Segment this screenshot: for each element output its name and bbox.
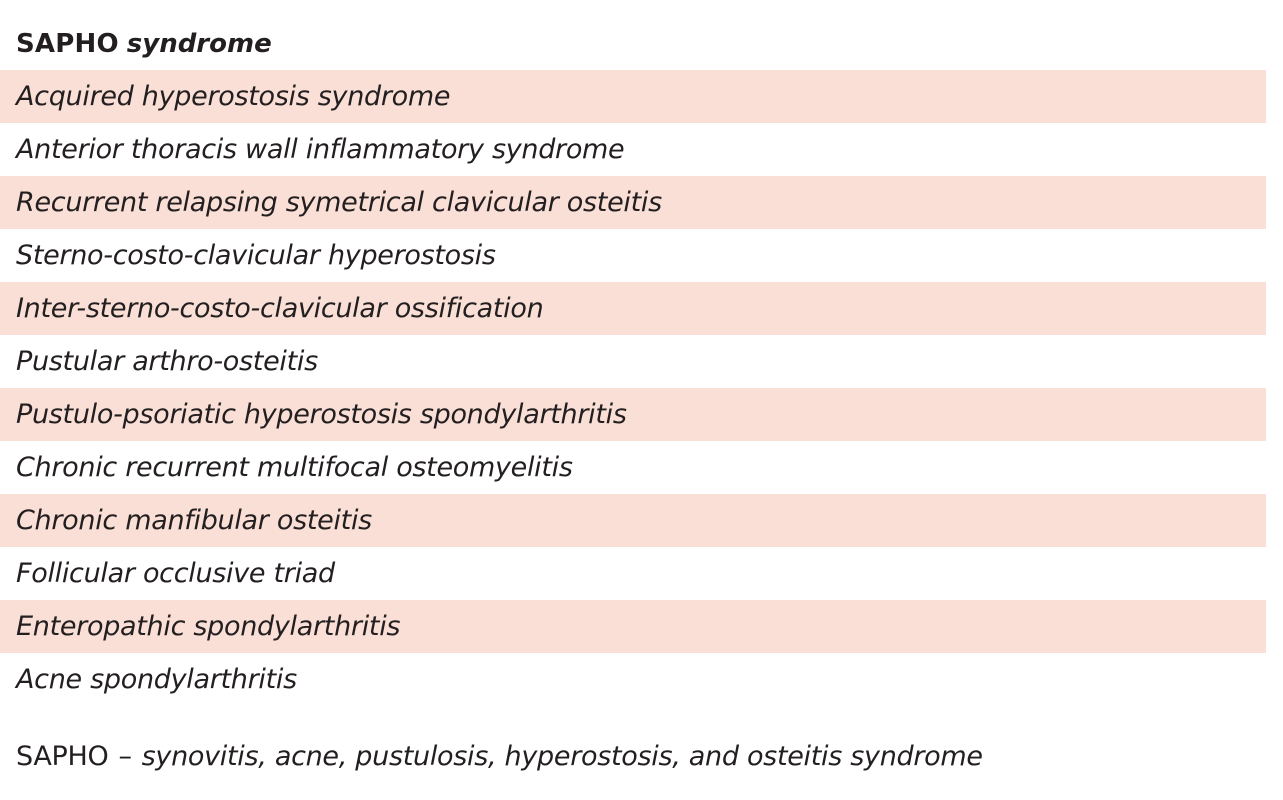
table-row: Pustular arthro-osteitis [16, 346, 318, 377]
table-footnote [16, 734, 983, 778]
footnote-abbreviation: SAPHO [16, 740, 109, 772]
table-row: Chronic manfibular osteitis [0, 494, 1266, 547]
table-row: Follicular occlusive triad [16, 558, 335, 589]
footnote-expansion: synovitis, acne, pustulosis, hyperostosis, and osteitis syndrome [141, 740, 983, 772]
table-row: Recurrent relapsing symetrical clavicular osteitis [0, 176, 1266, 229]
table-header [0, 18, 1266, 70]
table-row: Pustulo-psoriatic hyperostosis spondylarthritis [0, 388, 1266, 441]
table-row: Sterno-costo-clavicular hyperostosis [16, 240, 496, 271]
table-row: Acne spondylarthritis [16, 664, 297, 695]
table-row: Chronic recurrent multifocal osteomyelitis [16, 452, 573, 483]
table-row: Enteropathic spondylarthritis [0, 600, 1266, 653]
table-row: Inter-sterno-costo-clavicular ossification [0, 282, 1266, 335]
table-row: Anterior thoracis wall inflammatory syndrome [16, 134, 625, 165]
header-title: syndrome [126, 29, 272, 59]
footnote-dash: – [118, 740, 132, 772]
table-row: Acquired hyperostosis syndrome [0, 70, 1266, 123]
synonyms-table [0, 18, 1266, 706]
header-abbreviation: SAPHO [16, 29, 119, 59]
